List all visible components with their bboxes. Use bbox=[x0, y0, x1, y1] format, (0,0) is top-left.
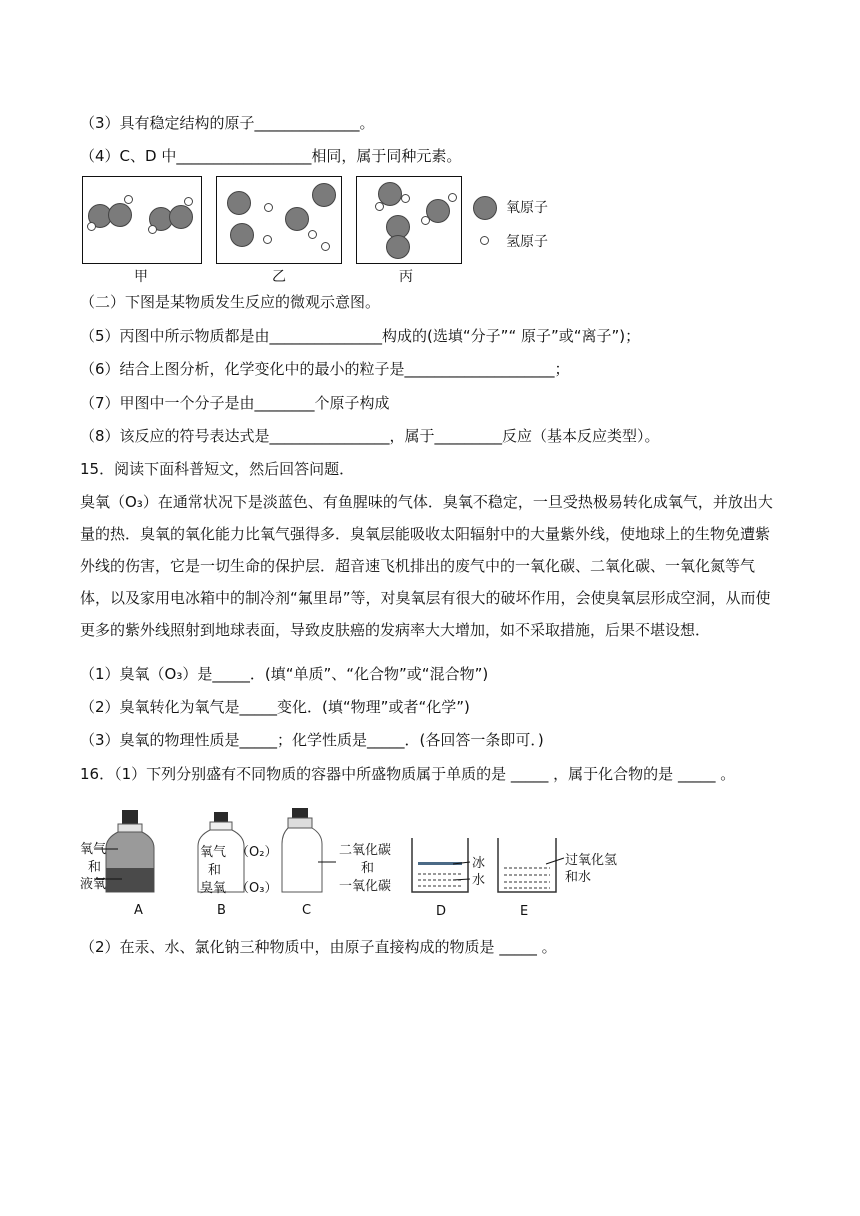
label-c-line-1: 二氧化碳 bbox=[339, 843, 392, 858]
hydrogen-atom bbox=[448, 193, 457, 202]
hydrogen-atom bbox=[375, 202, 384, 211]
legend-oxygen-icon bbox=[473, 196, 497, 220]
q14-line-3: （3）具有稳定结构的原子______________。 bbox=[80, 114, 375, 132]
label-a: A bbox=[134, 903, 143, 918]
q16-question-1: 16．（1）下列分别盛有不同物质的容器中所盛物质属于单质的是 _____ ，属于化合物的是 _____ 。 bbox=[80, 765, 736, 783]
liquid-oxygen-layer bbox=[106, 868, 154, 892]
bottle-cap bbox=[122, 810, 138, 824]
q15-question-3: （3）臭氧的物理性质是_____；化学性质是_____．(各回答一条即可．) bbox=[80, 731, 544, 749]
label-a-top: 氧气 bbox=[80, 842, 107, 857]
bottle-cap bbox=[214, 812, 228, 822]
q14-line-6: （6）结合上图分析，化学变化中的最小的粒子是____________________； bbox=[80, 360, 570, 378]
hydrogen-atom bbox=[421, 216, 430, 225]
label-e: E bbox=[520, 904, 529, 919]
label-a-bottom: 液氧 bbox=[80, 877, 107, 892]
label-e-line-2: 和水 bbox=[565, 870, 592, 885]
label-e-line-1: 过氧化氢 bbox=[565, 853, 618, 868]
label-b-mid: 和 bbox=[208, 863, 222, 878]
bottle-neck bbox=[118, 824, 142, 832]
oxygen-atom bbox=[230, 223, 254, 247]
legend-oxygen-label: 氧原子 bbox=[506, 200, 548, 216]
bottle-neck bbox=[288, 818, 312, 828]
oxygen-atom bbox=[386, 235, 410, 259]
label-d-water: 水 bbox=[472, 873, 486, 888]
hydrogen-atom bbox=[308, 230, 317, 239]
legend-hydrogen-icon bbox=[480, 236, 489, 245]
pointer-line bbox=[546, 858, 564, 864]
label-c: C bbox=[302, 903, 312, 918]
q15-title: 15．阅读下面科普短文，然后回答问题． bbox=[80, 460, 355, 478]
q14-line-4: （4）C、D 中__________________相同，属于同种元素。 bbox=[80, 147, 462, 165]
label-b-formula-1: （O₂） bbox=[236, 845, 278, 860]
label-c-line-3: 一氧化碳 bbox=[339, 879, 392, 894]
label-b-formula-2: （O₃） bbox=[236, 881, 278, 896]
bottle-cap bbox=[292, 808, 308, 818]
legend-hydrogen-label: 氢原子 bbox=[506, 234, 548, 250]
oxygen-atom bbox=[312, 183, 336, 207]
beaker-wall bbox=[498, 838, 556, 892]
q15-question-2: （2）臭氧转化为氧气是_____变化．(填“物理”或者“化学”) bbox=[80, 698, 470, 716]
hydrogen-atom bbox=[321, 242, 330, 251]
container-c bbox=[282, 808, 336, 892]
hydrogen-atom bbox=[184, 197, 193, 206]
q14-line-7: （7）甲图中一个分子是由________个原子构成 bbox=[80, 394, 390, 412]
q14-line-8: （8）该反应的符号表达式是________________，属于_________反应（基本反应类型）。 bbox=[80, 427, 660, 445]
oxygen-atom bbox=[227, 191, 251, 215]
hydrogen-atom bbox=[148, 225, 157, 234]
oxygen-atom bbox=[169, 205, 193, 229]
oxygen-atom bbox=[108, 203, 132, 227]
figure-caption-jia: 甲 bbox=[134, 269, 148, 285]
hydrogen-atom bbox=[263, 235, 272, 244]
figure-box-jia bbox=[82, 176, 202, 264]
figure-caption-bing: 丙 bbox=[399, 269, 413, 285]
label-b: B bbox=[217, 903, 226, 918]
figure-box-bing bbox=[356, 176, 462, 264]
label-b-top: 氧气 bbox=[200, 845, 227, 860]
containers-figure bbox=[78, 800, 638, 930]
q16-question-2: （2）在汞、水、氯化钠三种物质中，由原子直接构成的物质是 _____ 。 bbox=[80, 938, 557, 956]
hydrogen-atom bbox=[87, 222, 96, 231]
label-d: D bbox=[436, 904, 447, 919]
hydrogen-atom bbox=[401, 194, 410, 203]
hydrogen-atom bbox=[124, 195, 133, 204]
q15-passage: 臭氧（O₃）在通常状况下是淡蓝色、有鱼腥味的气体．臭氧不稳定，一旦受热极易转化成氧气，并放出大量的热．臭氧的氧化能力比氧气强得多．臭氧层能吸收太阳辐射中的大量紫外线，使地球上的生物免遭紫外线的伤害，它是一切生命的保护层．超音速飞机排出的废气中的一氧化碳、二氧化碳、一氧化氮等气体，以及家用电冰箱中的制冷剂“氟里昂”等，对臭氧层有很大的破坏作用，会使臭氧层形成空洞，从而使更多的紫外线照射到地球表面，导致皮肤癌的发病率大大增加，如不采取措施，后果不堪设想． bbox=[80, 493, 773, 639]
label-a-mid: 和 bbox=[88, 860, 102, 875]
label-c-line-2: 和 bbox=[361, 861, 375, 876]
label-d-ice: 冰 bbox=[472, 856, 486, 871]
figure-box-yi bbox=[216, 176, 342, 264]
label-b-bottom: 臭氧 bbox=[200, 881, 227, 896]
hydrogen-atom bbox=[264, 203, 273, 212]
q14-line-5: （5）丙图中所示物质都是由_______________构成的(选填“分子”“ 原子”或“离子”)； bbox=[80, 327, 641, 345]
container-e bbox=[498, 838, 564, 892]
bottle-neck bbox=[210, 822, 232, 830]
q14-part2-heading: （二）下图是某物质发生反应的微观示意图。 bbox=[80, 293, 381, 311]
figure-caption-yi: 乙 bbox=[272, 269, 286, 285]
oxygen-atom bbox=[285, 207, 309, 231]
q15-question-1: （1）臭氧（O₃）是_____．(填“单质”、“化合物”或“混合物”) bbox=[80, 665, 489, 683]
container-d bbox=[412, 838, 470, 892]
bottle-body bbox=[282, 828, 322, 892]
